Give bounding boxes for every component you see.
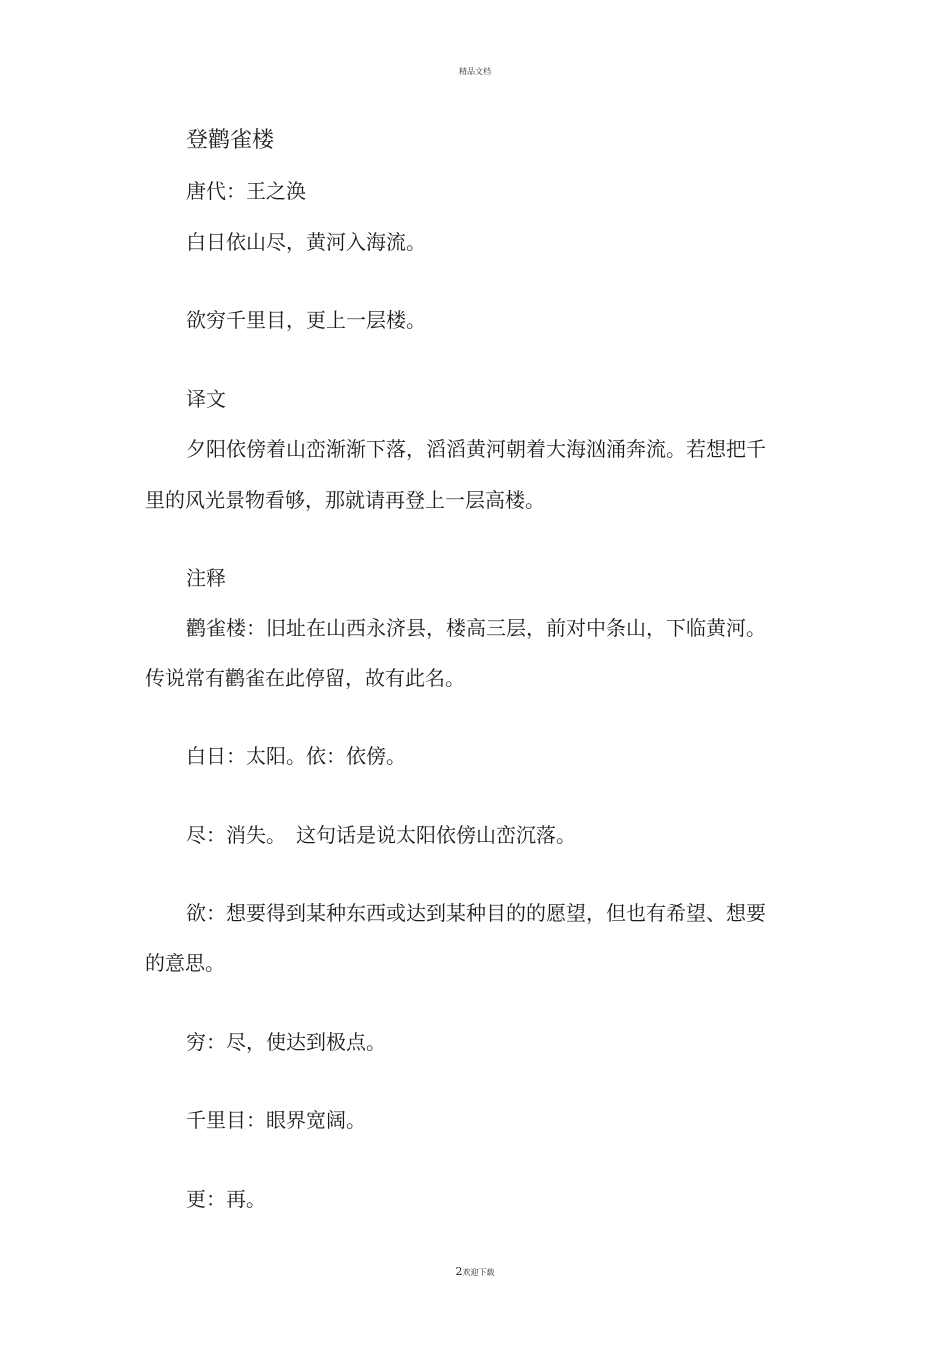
footer-text: 欢迎下载 (462, 1268, 495, 1277)
note-line-8: 千里目：眼界宽阔。 (186, 1108, 366, 1132)
poem-title: 登鹳雀楼 (186, 128, 275, 153)
poem-author: 唐代：王之涣 (186, 179, 306, 203)
translation-heading: 译文 (186, 387, 226, 411)
translation-line-2: 里的风光景物看够，那就请再登上一层高楼。 (145, 488, 545, 512)
note-line-2: 传说常有鹳雀在此停留，故有此名。 (145, 666, 465, 690)
note-line-4: 尽：消失。 这句话是说太阳依傍山峦沉落。 (186, 823, 576, 847)
note-line-3: 白日：太阳。依：依傍。 (186, 744, 406, 768)
note-line-1: 鹳雀楼：旧址在山西永济县，楼高三层，前对中条山，下临黄河。 (186, 616, 766, 640)
note-line-5: 欲：想要得到某种东西或达到某种目的的愿望，但也有希望、想要 (186, 901, 766, 925)
note-line-7: 穷：尽，使达到极点。 (186, 1030, 386, 1054)
poem-line-2: 欲穷千里目，更上一层楼。 (186, 308, 426, 332)
page-header: 精品文档 (459, 67, 491, 76)
notes-heading: 注释 (186, 566, 226, 590)
note-line-6: 的意思。 (145, 951, 225, 975)
page-number: 2 (455, 1265, 463, 1278)
poem-line-1: 白日依山尽，黄河入海流。 (186, 230, 426, 254)
translation-line-1: 夕阳依傍着山峦渐渐下落，滔滔黄河朝着大海汹涌奔流。若想把千 (186, 437, 766, 461)
page-footer (0, 1260, 950, 1279)
note-line-9: 更：再。 (186, 1187, 266, 1211)
